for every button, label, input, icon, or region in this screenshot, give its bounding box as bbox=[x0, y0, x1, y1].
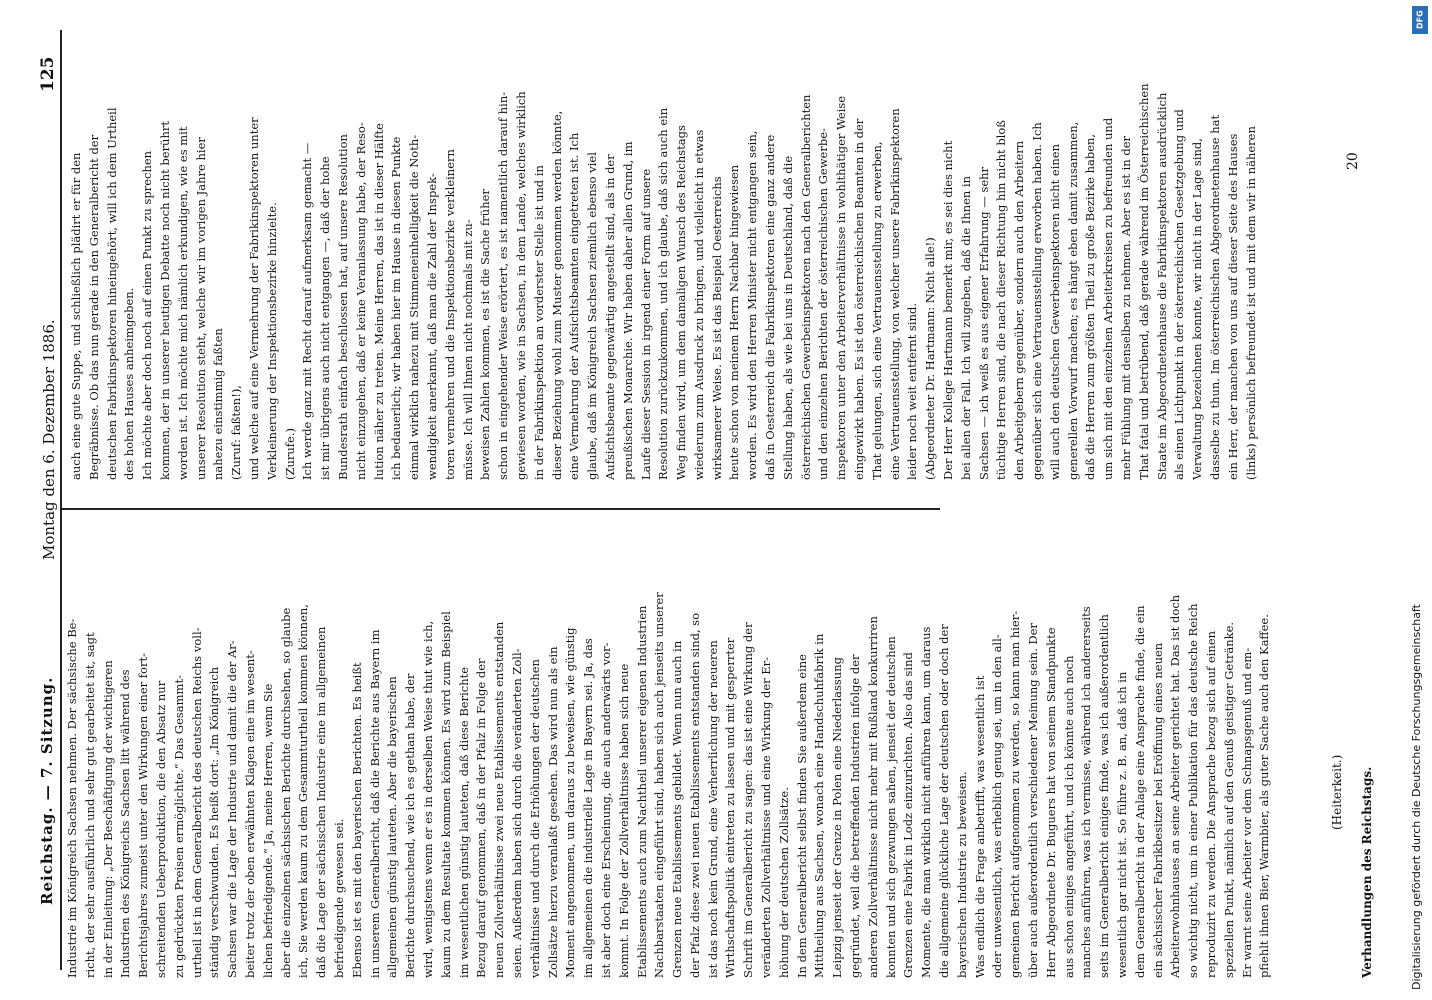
text-line: (links) persönlich befreundet ist und mit dem wir in näheren bbox=[1243, 126, 1258, 480]
dfg-logo-icon: DFG bbox=[1412, 6, 1428, 34]
text-line: Was endlich die Frage anbetrifft, was wesentlich ist bbox=[972, 675, 987, 978]
text-line: ist das noch kein Grund, eine Verherrlichung der neueren bbox=[705, 640, 720, 978]
text-line: Arbeiterwohnhauses an seine Arbeiter gerichtet hat. Das ist doch bbox=[1168, 594, 1183, 978]
text-line: preußischen Monarchie. Wir haben daher allen Grund, im bbox=[620, 141, 635, 480]
text-line: gewiesen worden, wie in Sachsen, in dem Lande, welches wirklich bbox=[513, 91, 528, 480]
text-line: ein sächsischer Fabrikbesitzer bei Eröffnung eines neuen bbox=[1150, 642, 1165, 978]
text-line: allgemeinen günstig lauteten. Aber die bayerischen bbox=[385, 676, 400, 978]
text-line: Zollsätze hierzu veranlaßt gesehen. Das wird nun als ein bbox=[545, 646, 560, 978]
text-line: ein Herr, der manchen von uns auf dieser Seite des Hauses bbox=[1225, 133, 1240, 480]
funding-notice: Digitalisierung gefördert durch die Deutsche Forschungsgemeinschaft bbox=[1410, 604, 1423, 990]
text-line: nicht einzugehen, daß er keine Veranlassung habe, der Reso- bbox=[353, 122, 368, 480]
text-line: eingewirkt haben. Es ist den österreichischen Beamten in der bbox=[852, 118, 867, 480]
left-bottom-note: Verhandlungen des Reichstags. bbox=[1360, 766, 1374, 978]
text-line: Industrie im Königreich Sachsen nehmen. Der sächsische Be- bbox=[65, 618, 79, 978]
text-line: kommt. In Folge der Zollverhältnisse haben sich neue bbox=[616, 663, 631, 978]
text-line: Leipzig jenseit der Grenze in Polen eine Niederlassung bbox=[830, 657, 845, 978]
text-line: (Zuruf: faßten!), bbox=[229, 385, 244, 480]
text-line: um sich mit den einzelnen Arbeiterkreisen zu befreunden und bbox=[1101, 117, 1116, 480]
text-line: lichen befriedigende.“ Ja, meine Herren, wenn Sie bbox=[260, 683, 275, 978]
text-line: Ich werde ganz mit Recht darauf aufmerksam gemacht — bbox=[300, 142, 315, 480]
text-line: Nachbarstaaten eingeführt sind, haben sich auch jenseits unserer bbox=[652, 592, 667, 978]
text-line: deutschen Fabrikinspektoren hineingehört, will ich dem Urtheil bbox=[104, 107, 119, 480]
text-line: aber die einzelnen sächsischen Berichte durchsehen, so glaube bbox=[278, 607, 293, 978]
text-line: konnten und sich gezwungen sahen, jenseit der deutschen bbox=[883, 636, 898, 978]
text-line: die allgemeine glückliche Lage der deutschen oder doch der bbox=[937, 624, 952, 978]
text-line: Wirthschaftspolitik eintreten zu lassen und mit gesperrter bbox=[723, 637, 738, 978]
text-line: eine Vermehrung der Aufsichtsbeamten eingetreten ist. Ich bbox=[567, 132, 582, 480]
text-line: den Arbeitgebern gegenüber, sondern auch den Arbeitern bbox=[1012, 140, 1027, 480]
text-line: pfiehlt ihnen Bier, Warmbier, als guter Sache auch den Kaffee. bbox=[1257, 614, 1272, 978]
text-line: speziellen Punkt, nämlich auf den Genuß geistiger Getränke. bbox=[1221, 621, 1236, 978]
text-line: Grenzen neue Etablissements gebildet. Wenn nun auch in bbox=[670, 640, 685, 978]
text-line: höhung der deutschen Zollsätze. bbox=[776, 787, 791, 978]
text-line: wiederum zum Ausdruck zu bringen, und vielleicht in etwas bbox=[691, 129, 706, 480]
text-line: Berichte durchsuchend, wie ich es gethan habe, der bbox=[403, 673, 418, 978]
text-line: einmal wirklich nahezu mit Stimmeneinhelligkeit die Noth- bbox=[407, 134, 422, 480]
text-line: worden. Es wird den Herren Minister nicht entgangen sein, bbox=[745, 130, 760, 480]
text-line: ich bedauerlich; wir haben hier im Hause in diesen Punkte bbox=[389, 136, 404, 480]
text-line: und welche auf eine Vermehrung der Fabrikinspektoren unter bbox=[246, 117, 261, 480]
text-line: (Abgeordneter Dr. Hartmann: Nicht alle!) bbox=[923, 237, 938, 480]
text-line: That gelungen, sich eine Vertrauensstellung zu erwerben, bbox=[869, 141, 884, 480]
text-line: als einen Lichtpunkt in der österreichischen Gesetzgebung und bbox=[1172, 109, 1187, 480]
text-line: unserer Resolution steht, welche wir im vorigen Jahre hier bbox=[193, 137, 208, 480]
text-line: gegründet, weil die betreffenden Industrien infolge der bbox=[848, 654, 863, 978]
text-line: neuen Zollverhältnisse zwei neue Etablissements entstanden bbox=[492, 621, 507, 978]
text-line: aus schon einiges angeführt, und ich könnte auch noch bbox=[1061, 655, 1076, 978]
text-line: ist mir übrigens auch nicht entgangen —, daß der hohe bbox=[318, 156, 333, 480]
running-header-date: Montag den 6. Dezember 1886. bbox=[40, 319, 58, 560]
text-line: worden ist. Ich möchte mich nämlich erkundigen, wie es mit bbox=[175, 126, 190, 480]
text-line: wesentlich gar nicht ist. So führe z. B. an, daß ich in bbox=[1115, 671, 1130, 978]
text-line: inspektoren unter den Arbeiterverhältnisse in wohlthätiger Weise bbox=[834, 95, 849, 480]
text-line: Moment angenommen, um daraus zu beweisen, wie günstig bbox=[563, 627, 578, 978]
text-line: kaum zu dem Resultate kommen können. Es wird zum Beispiel bbox=[438, 611, 453, 978]
text-line: schreitenden Ueberproduktion, die den Absatz nur bbox=[153, 680, 168, 978]
text-line: tüchtige Herren sind, die nach dieser Richtung hin nicht bloß bbox=[994, 120, 1009, 480]
text-line: Verkleinerung der Inspektionsbezirke hinzielte. bbox=[264, 202, 279, 480]
text-line: auch eine gute Suppe, und schließlich plädirt er für den bbox=[69, 152, 83, 480]
text-line: des hohen Hauses anheimgeben. bbox=[122, 287, 137, 480]
text-line: Herr Abgeordnete Dr. Buguers hat von seinem Standpunkte bbox=[1043, 627, 1058, 978]
text-line: manches anführen, was ich vermisse, während ich andererseits bbox=[1079, 606, 1094, 978]
text-line: und den einzelnen Berichten der österreichischen Gewerbe- bbox=[816, 128, 831, 480]
text-line: ständig verschwunden. Es heißt dort: „Im Königreich bbox=[207, 666, 222, 978]
text-line: Laufe dieser Session in irgend einer Form auf unsere bbox=[638, 168, 653, 480]
text-line: der Pfalz diese zwei neuen Etablissements entstanden sind, so bbox=[687, 612, 702, 978]
text-line: That fatal und betrübend, daß gerade während im Österreichischen bbox=[1136, 83, 1151, 480]
text-line: dasselbe zu thun. Im österreichischen Abgeordnetenhause hat bbox=[1208, 114, 1222, 480]
text-line: Staate im Abgeordnetenhause die Fabrikinspektoren ausdrücklich bbox=[1154, 92, 1169, 480]
text-line: Grenzen eine Fabrik in Lodz einzurichten. Also das sind bbox=[901, 652, 916, 978]
text-line: Aufsichtsbeamte gegenwärtig angestellt sind, als in der bbox=[602, 154, 617, 480]
text-line: schon in eingehender Weise erörtert, es ist namentlich darauf hin- bbox=[496, 91, 511, 480]
text-line: anderen Zollverhältnisse nicht mehr mit Rußland konkurriren bbox=[865, 616, 880, 978]
text-line: österreichischen Gewerbeinspektoren nach den Generalberichten bbox=[798, 94, 813, 480]
text-line: wendigkeit anerkannt, daß man die Zahl der Inspek- bbox=[424, 173, 439, 480]
text-line: Schrift im Generalbericht zu sagen: das ist eine Wirkung der bbox=[741, 622, 756, 978]
text-line: heute schon von meinem Herrn Nachbar hingewiesen bbox=[727, 164, 742, 480]
text-line: seits im Generalbericht einiges finde, was ich außerordentlich bbox=[1097, 614, 1112, 978]
text-line: wird, wenigstens wenn er es in derselben Weise thut wie ich, bbox=[420, 620, 435, 978]
text-line: Ich möchte aber doch noch auf einen Punkt zu sprechen bbox=[140, 150, 155, 480]
text-line: daß die Herren zum größten Theil zu große Bezirke haben, bbox=[1083, 133, 1098, 480]
left-applause: (Heiterkeit.) bbox=[1330, 754, 1344, 830]
text-line: Etablissements auch zum Nachtheil unserer eigenen Industrien bbox=[634, 605, 649, 978]
text-line: Der Herr Kollege Hartmann bemerkt mir, es sei dies nicht bbox=[941, 140, 956, 480]
text-line: Bezug darauf genommen, daß in der Pfalz in Folge der bbox=[474, 658, 489, 978]
text-line: bei allen der Fall. Ich will zugeben, daß die Ihnen in bbox=[958, 175, 973, 480]
text-line: veränderten Zollverhältnisse und eine Wirkung der Er- bbox=[759, 656, 774, 978]
text-line: gegenüber sich eine Vertrauensstellung erworben haben. Ich bbox=[1030, 122, 1045, 480]
text-line: ich, Sie werden kaum zu dem Gesammturtheil kommen können, bbox=[296, 604, 311, 978]
text-line: Sachsen — ich weiß es aus eigener Erfahrung — sehr bbox=[976, 166, 991, 480]
text-line: befriedigende gewesen sei. bbox=[331, 818, 346, 978]
running-header-left: Reichstag. — 7. Sitzung. bbox=[38, 676, 56, 905]
text-line: im allgemeinen die industrielle Lage in Bayern sei. Ja, das bbox=[581, 638, 596, 978]
text-line: im wesentlichen günstig lauteten, daß diese Berichte bbox=[456, 666, 471, 978]
text-line: reproduzirt zu werden. Die Ansprache bezog sich auf einen bbox=[1204, 630, 1218, 978]
text-line: Momente, die man wirklich nicht anführen kann, um daraus bbox=[919, 626, 934, 978]
text-line: in der Einleitung: „Der Beschäftigung der wichtigeren bbox=[100, 660, 115, 978]
text-line: Sachsen war die Lage der Industrie und damit die der Ar- bbox=[225, 640, 240, 978]
text-line: in unserem Generalbericht, daß die Berichte aus Bayern im bbox=[367, 629, 382, 978]
text-line: ist aber doch eine Erscheinung, die auch anderwärts vor- bbox=[598, 642, 613, 978]
text-line: Verwaltung bezeichnen konnte, wir nicht in der Lage sind, bbox=[1190, 138, 1205, 480]
text-line: lution näher zu treten. Meine Herren, das ist in dieser Hälfte bbox=[371, 123, 386, 480]
text-line: bayerischen Industrie zu beweisen. bbox=[954, 771, 969, 978]
text-line: Bundesrath einfach beschlossen hat, auf unsere Resolution bbox=[335, 134, 350, 480]
text-line: seien. Außerdem haben sich durch die veränderten Zoll- bbox=[509, 648, 524, 978]
text-line: dieser Beziehung wohl zum Muster genommen werden könnte, bbox=[549, 110, 564, 480]
text-line: Er warnt seine Arbeiter vor dem Schnapsgenuß und em- bbox=[1239, 647, 1254, 978]
text-line: daß die Lage der sächsischen Industrie eine im allgemeinen bbox=[314, 626, 329, 978]
text-line: Mittheilung aus Sachsen, wonach eine Handschuhfabrik in bbox=[812, 633, 827, 978]
text-line: beiter trotz der oben erwähnten Klagen eine im wesent- bbox=[242, 650, 257, 978]
text-line: richt, der sehr ausführlich und sehr gut gearbeitet ist, sagt bbox=[82, 632, 97, 978]
text-line: Begräbnisse. Ob das nun gerade in den Generalbericht der bbox=[86, 134, 101, 480]
text-line: eine Vertrauensstellung, von welcher unsere Fabrikinspektoren bbox=[887, 108, 902, 480]
right-column bbox=[66, 0, 1258, 480]
text-line: Weg finden wird, um dem damaligen Wunsch des Reichstags bbox=[674, 125, 689, 480]
text-line: verhältnisse und durch die Erhöhungen der deutschen bbox=[527, 659, 542, 978]
text-line: generellen Vorwurf machen; es hängt eben damit zusammen, bbox=[1065, 121, 1080, 480]
text-line: müsse. Ich will Ihnen nicht nochmals mit zu- bbox=[460, 219, 475, 480]
text-line: gemeinen Bericht aufgenommen zu werden, so kann man hier- bbox=[1008, 610, 1023, 978]
text-line: beweisen Zahlen kommen, es ist die Sache früher bbox=[478, 189, 493, 480]
text-line: Industrien des Königreichs Sachsen litt während des bbox=[118, 669, 133, 978]
text-line: will auch den deutschen Gewerbeinspektoren nicht einen bbox=[1047, 144, 1062, 480]
text-line: kommen, der in unserer heutigen Debatte noch nicht berührt bbox=[157, 121, 172, 480]
text-line: zu gedrückten Preisen ermöglichte.“ Das Gesammt- bbox=[171, 675, 186, 978]
text-line: Resolution zurückzukommen, und ich glaube, daß sich auch ein bbox=[656, 107, 671, 480]
text-line: dem Generalbericht in der Anlage eine Ansprache finde, die ein bbox=[1132, 605, 1147, 978]
text-line: Berichtsjahres zumeist unter den Wirkungen einer fort- bbox=[136, 653, 151, 978]
text-line: nahezu einstimmig faßten bbox=[211, 328, 226, 480]
text-line: mehr Fühlung mit denselben zu nehmen. Aber es ist in der bbox=[1119, 135, 1134, 480]
text-line: Ebenso ist es mit den bayerischen Berichten. Es heißt bbox=[349, 662, 364, 978]
text-line: Stellung haben, als wie bei uns in Deutschland, daß die bbox=[780, 155, 795, 480]
text-line: leider noch weit entfernt sind. bbox=[905, 303, 920, 480]
text-line: wirksamerer Weise. Es ist das Beispiel Oesterreichs bbox=[709, 176, 724, 480]
text-line: toren vermehren und die Inspektionsbezirke verkleinern bbox=[442, 149, 457, 480]
page-number: 125 bbox=[38, 56, 58, 92]
text-line: daß in Oesterreich die Fabrikinspektoren eine ganz andere bbox=[763, 134, 778, 480]
text-line: oder unwesentlich, was erheblich genug sei, um in den all- bbox=[990, 634, 1005, 978]
text-line: (Zurufe.) bbox=[282, 428, 297, 480]
text-line: so wichtig nicht, um in einer Publikation für das deutsche Reich bbox=[1186, 603, 1201, 978]
text-line: in der Fabrikinspektion an vorderster Stelle ist und in bbox=[531, 165, 546, 480]
text-line: glaube, daß im Königreich Sachsen ziemlich ebenso viel bbox=[585, 152, 600, 480]
text-line: urtheil ist in dem Generalbericht des deutschen Reichs voll- bbox=[189, 627, 204, 978]
signature-mark: 20 bbox=[1345, 152, 1361, 170]
text-line: über auch außerordentlich verschiedener Meinung sein. Der bbox=[1026, 623, 1041, 978]
text-line: In dem Generalbericht selbst finden Sie außerdem eine bbox=[794, 654, 809, 978]
